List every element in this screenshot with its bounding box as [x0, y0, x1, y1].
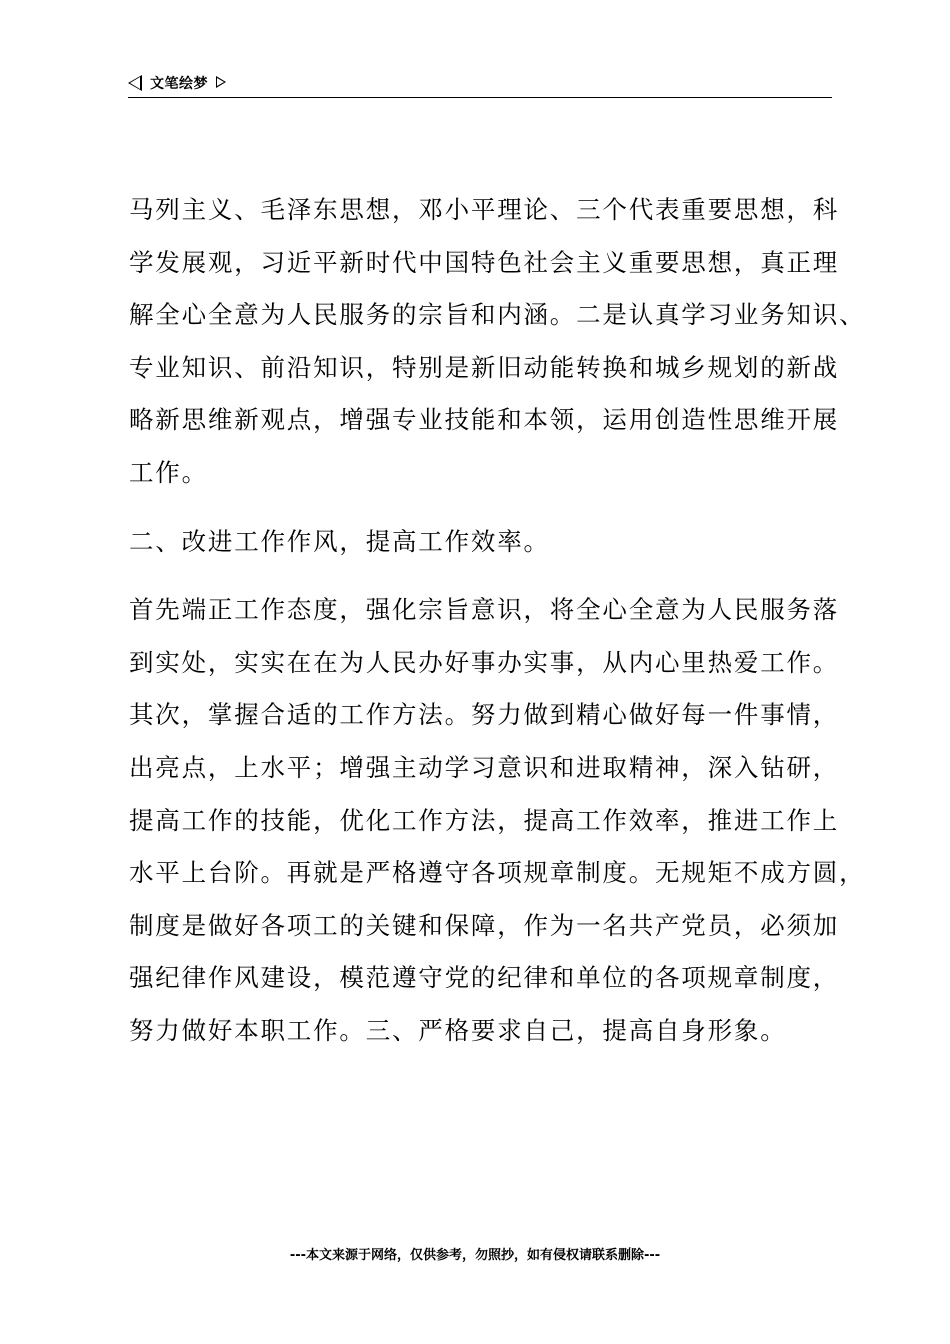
triangle-right-icon: [216, 76, 226, 88]
page-header: [128, 72, 832, 98]
paragraph-3: [129, 584, 866, 1057]
paragraph-1: [129, 184, 866, 500]
text-line: 出亮点，上水平；增强主动学习意识和进取精神，深入钻研，: [129, 752, 840, 782]
text-line: 到实处，实实在在为人民办好事办实事，从内心里热爱工作。: [129, 647, 840, 677]
footer-disclaimer: ---本文来源于网络，仅供参考，勿照抄，如有侵权请联系删除---: [289, 1248, 661, 1263]
text-line: 解全心全意为人民服务的宗旨和内涵。二是认真学习业务知识、: [129, 300, 866, 330]
text-line: 学发展观，习近平新时代中国特色社会主义重要思想，真正理: [129, 247, 840, 277]
text-line: 工作。: [129, 457, 208, 487]
text-line: 努力做好本职工作。三、严格要求自己，提高自身形象。: [129, 1015, 787, 1045]
text-line: 强纪律作风建设，模范遵守党的纪律和单位的各项规章制度，: [129, 963, 840, 993]
text-line: 马列主义、毛泽东思想，邓小平理论、三个代表重要思想，科: [129, 195, 840, 224]
text-line: 制度是做好各项工的关键和保障，作为一名共产党员，必须加: [129, 910, 840, 940]
text-line: 略新思维新观点，增强专业技能和本领，运用创造性思维开展: [129, 405, 840, 435]
section-heading: 二、改进工作作风，提高工作效率。: [129, 526, 550, 556]
paragraph-2-heading: [129, 516, 833, 569]
text-line: 提高工作的技能，优化工作方法，提高工作效率，推进工作上: [129, 805, 840, 835]
document-body: [129, 184, 866, 1058]
text-line: 其次，掌握合适的工作方法。努力做到精心做好每一件事情，: [129, 700, 840, 730]
text-line: 水平上台阶。再就是严格遵守各项规章制度。无规矩不成方圆，: [129, 858, 866, 888]
header-divider: [128, 97, 832, 98]
text-line: 专业知识、前沿知识，特别是新旧动能转换和城乡规划的新战: [129, 352, 840, 382]
triangle-left-icon: [128, 75, 142, 91]
text-line: 首先端正工作态度，强化宗旨意识，将全心全意为人民服务落: [129, 595, 840, 625]
header-title: 文笔绘梦: [150, 76, 208, 92]
